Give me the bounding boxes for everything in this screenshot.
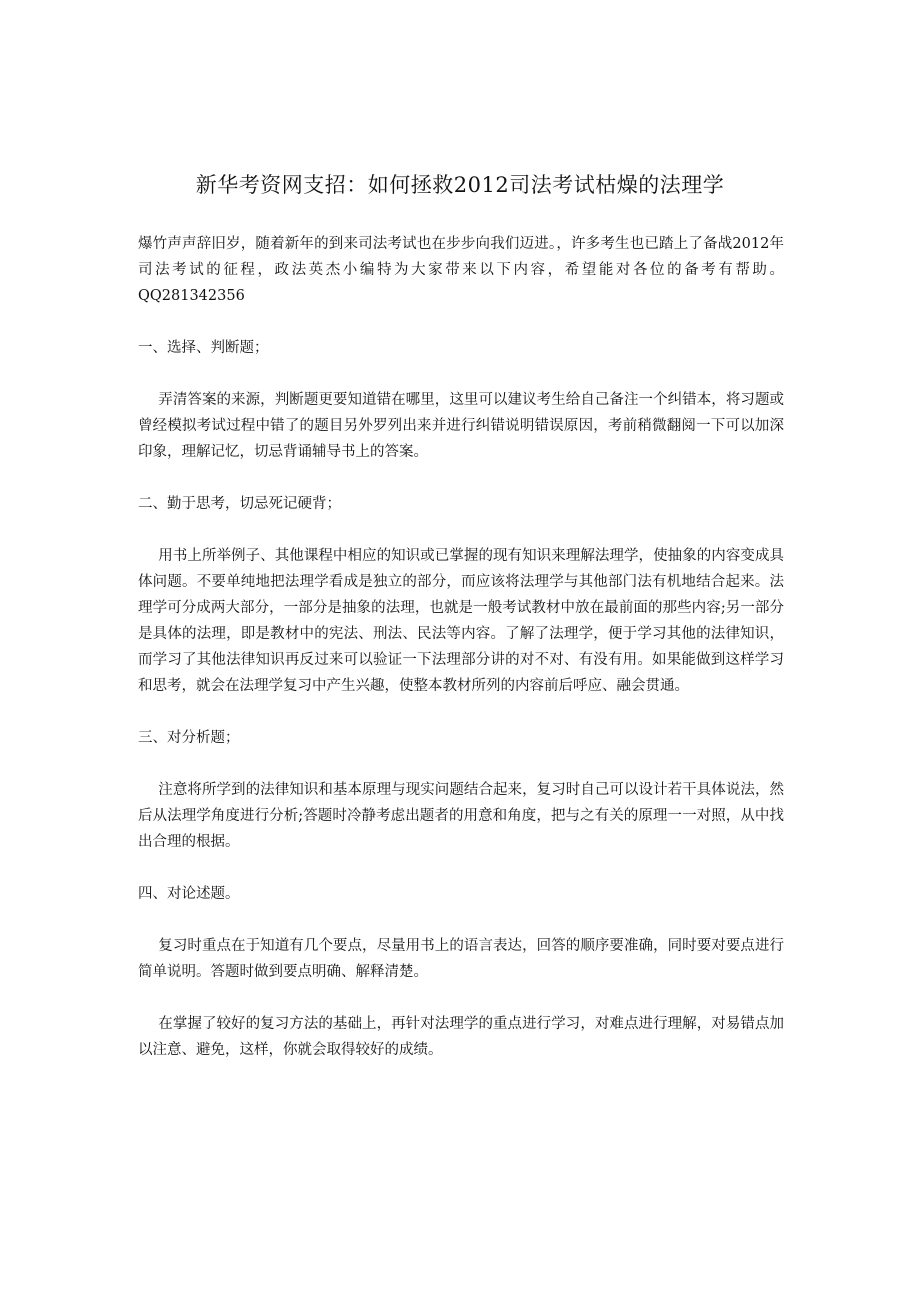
section-body-choice-judgment: 弄清答案的来源，判断题更要知道错在哪里，这里可以建议考生给自己备注一个纠错本，将习题或曾经模拟考试过程中错了的题目另外罗列出来并进行纠错说明错误原因，考前稍微翻阅一下可以加深印象，理解记忆，切忌背诵辅导书上的答案。 (138, 392, 784, 460)
section-heading-analysis: 三、对分析题； (138, 730, 240, 746)
section-body-thinking: 用书上所举例子、其他课程中相应的知识或已掌握的现有知识来理解法理学，使抽象的内容变成具体问题。不要单纯地把法理学看成是独立的部分，而应该将法理学与其他部门法有机地结合起来。法理学可分成两大部分，一部分是抽象的法理，也就是一般考试教材中放在最前面的那些内容;另一部分是具体的法理，即是教材中的宪法、刑法、民法等内容。了解了法理学，便于学习其他的法律知识，而学习了其他法律知识再反过来可以验证一下法理部分讲的对不对、有没有用。如果能做到这样学习和思考，就会在法理学复习中产生兴趣，使整本教材所列的内容前后呼应、融会贯通。 (138, 548, 784, 694)
intro-paragraph: 爆竹声声辞旧岁，随着新年的到来司法考试也在步步向我们迈进。，许多考生也已踏上了备战2012年司法考试的征程，政法英杰小编特为大家带来以下内容，希望能对各位的备考有帮助。 QQ281342356 (138, 236, 784, 304)
section-heading-choice-judgment: 一、选择、判断题； (138, 340, 269, 356)
document-body (138, 231, 784, 1089)
section-body-essay: 复习时重点在于知道有几个要点，尽量用书上的语言表达，回答的顺序要准确，同时要对要点进行简单说明。答题时做到要点明确、解释清楚。 (138, 938, 784, 980)
section-heading-thinking: 二、勤于思考，切忌死记硬背； (138, 496, 341, 512)
section-body-analysis: 注意将所学到的法律知识和基本原理与现实问题结合起来，复习时自己可以设计若干具体说法，然后从法理学角度进行分析;答题时冷静考虑出题者的用意和角度，把与之有关的原理一一对照，从中找出合理的根据。 (138, 782, 784, 850)
document-title: 新华考资网支招：如何拯救2012司法考试枯燥的法理学 (195, 173, 725, 197)
section-heading-essay: 四、对论述题。 (138, 886, 240, 902)
closing-paragraph: 在掌握了较好的复习方法的基础上，再针对法理学的重点进行学习，对难点进行理解，对易错点加以注意、避免，这样，你就会取得较好的成绩。 (138, 1016, 784, 1058)
